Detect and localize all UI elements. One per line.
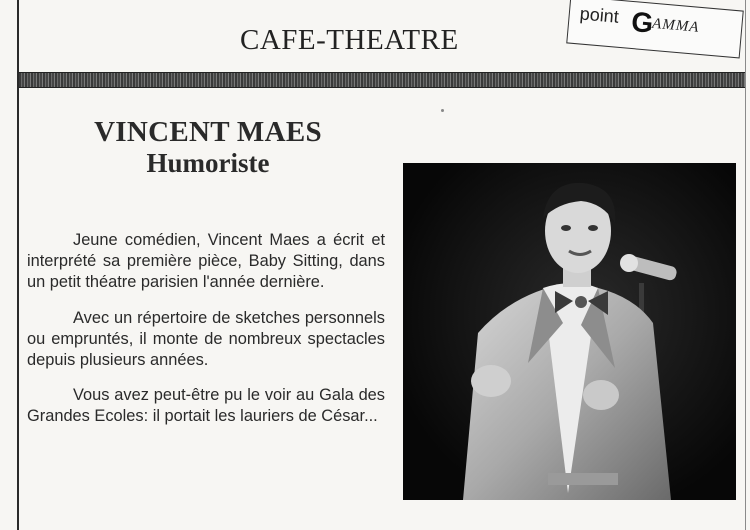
- point-gamma-logo: [566, 0, 744, 58]
- logo-point-text: point: [579, 3, 620, 27]
- logo-g-letter: G: [630, 5, 655, 39]
- header-divider-rule: [19, 72, 745, 88]
- article-body: [27, 230, 385, 442]
- article-name: VINCENT MAES: [94, 116, 322, 148]
- article-paragraph-1: Jeune comédien, Vincent Maes a écrit et interprété sa première pièce, Baby Sitting, dans un petit théatre parisien l'année dernière.: [27, 231, 385, 292]
- page-right-border: [745, 0, 746, 530]
- article-paragraph-3: Vous avez peut-être pu le voir au Gala des Grandes Ecoles: il portait les lauriers de César...: [27, 386, 385, 426]
- article-role: Humoriste: [146, 148, 270, 178]
- article-paragraph-2: Avec un répertoire de sketches personnels ou empruntés, il monte de nombreux spectacles depuis plusieurs années.: [27, 308, 385, 370]
- microphone-head: [620, 254, 638, 272]
- logo-amma-text: AMMA: [651, 15, 701, 36]
- section-title: CAFE-THEATRE: [240, 24, 459, 56]
- performer-photo-illustration: [403, 163, 736, 500]
- performer-left-hand: [471, 365, 511, 397]
- performer-right-hand: [583, 380, 619, 410]
- print-speck: [441, 109, 444, 112]
- performer-photo: [403, 163, 736, 500]
